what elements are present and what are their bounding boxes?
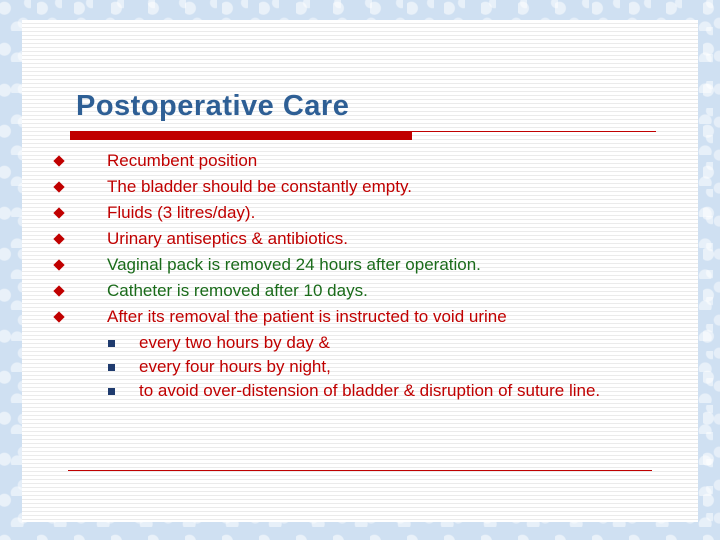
bullet-text: Fluids (3 litres/day). [107, 203, 256, 222]
diamond-bullet-icon [53, 155, 64, 166]
bullet-text: Vaginal pack is removed 24 hours after operation. [107, 255, 481, 274]
diamond-bullet-icon [53, 207, 64, 218]
sub-bullet-text: every two hours by day & [139, 333, 330, 352]
sub-bullet-text: every four hours by night, [139, 357, 331, 376]
footer-divider [68, 470, 652, 471]
bullet-text: The bladder should be constantly empty. [107, 177, 412, 196]
bullet-text: Urinary antiseptics & antibiotics. [107, 229, 348, 248]
diamond-bullet-icon [53, 233, 64, 244]
title-accent-bar [70, 131, 412, 140]
diamond-bullet-icon [53, 311, 64, 322]
diamond-bullet-icon [53, 181, 64, 192]
diamond-bullet-icon [53, 285, 64, 296]
square-bullet-icon [108, 340, 115, 347]
square-bullet-icon [108, 388, 115, 395]
bullet-text: Recumbent position [107, 151, 258, 170]
slide [22, 20, 698, 522]
bullet-text: Catheter is removed after 10 days. [107, 281, 368, 300]
title-underline [412, 131, 656, 132]
slide-title: Postoperative Care [76, 90, 350, 122]
square-bullet-icon [108, 364, 115, 371]
bullet-text: After its removal the patient is instructed to void urine [107, 307, 507, 326]
sub-bullet-text: to avoid over-distension of bladder & disruption of suture line. [139, 381, 601, 400]
diamond-bullet-icon [53, 259, 64, 270]
